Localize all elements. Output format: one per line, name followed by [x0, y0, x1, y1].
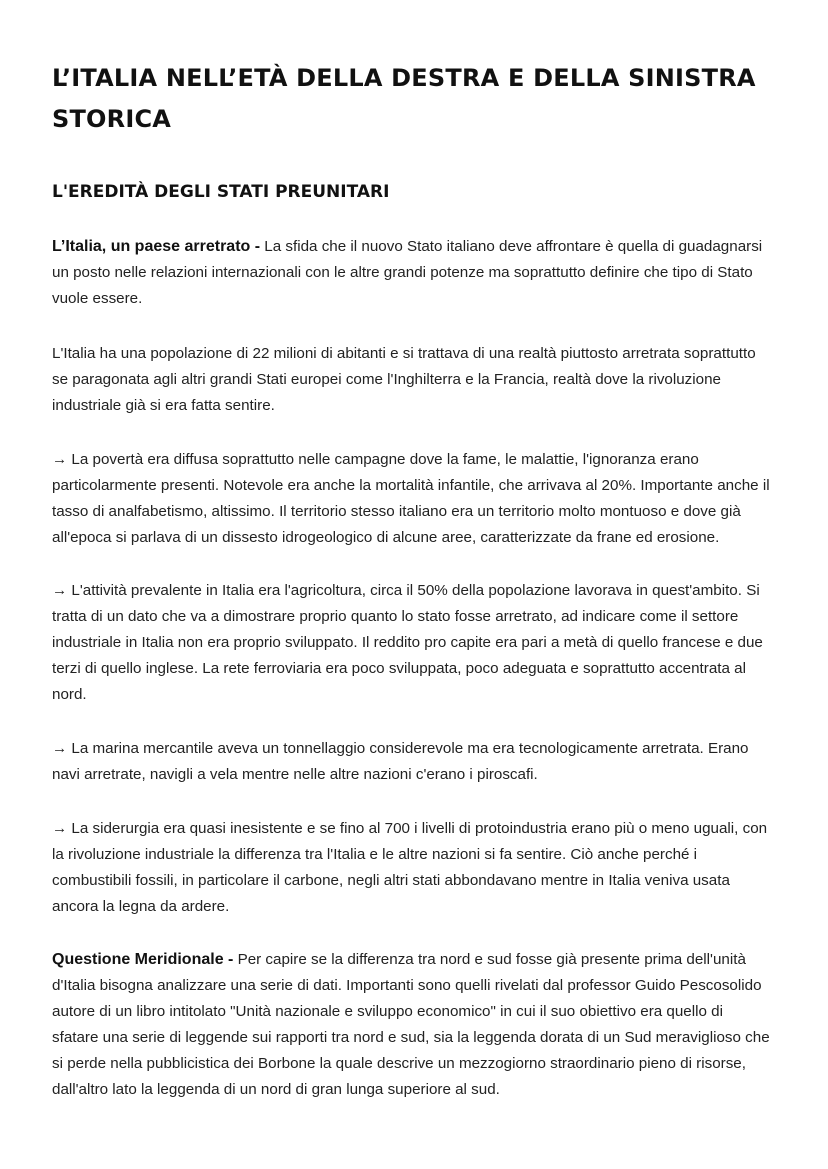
paragraph-text: La sfida che il nuovo Stato italiano deve affrontare è quella di guadagnarsi un posto nelle relazioni internazionali con le altre grandi potenze ma soprattutto definire che tipo di Stato vuole essere. — [52, 238, 763, 307]
paragraph-text: L'Italia ha una popolazione di 22 milioni di abitanti e si trattava di una realtà piuttosto arretrata soprattutto se paragonata agli altri grandi Stati europei come l'Inghilterra e la Francia, realtà dove la rivoluzione industriale già si era fatta sentire. — [52, 345, 756, 414]
page-title: L’ITALIA NELL’ETÀ DELLA DESTRA E DELLA SINISTRA STORICA — [52, 64, 756, 133]
paragraph-text: Per capire se la differenza tra nord e sud fosse già presente prima dell'unità d'Italia bisogna analizzare una serie di dati. Importanti sono quelli rivelati dal professor Guido Pescosolido autore di un libro intitolato "Unità nazionale e sviluppo economico" in cui il suo obiettivo era quello di sfatare una serie di leggende sui rapporti tra nord e sud, sia la leggenda dorata di un Sud meraviglioso che si perde nella pubblicistica dei Borbone la quale descrive un mezzogiorno straordinario pieno di risorse, dall'altro lato la leggenda di un nord di gran lunga superiore al sud. — [52, 951, 770, 1098]
paragraph-text: → La siderurgia era quasi inesistente e se fino al 700 i livelli di protoindustria erano più o meno uguali, con la rivoluzione industriale la differenza tra l'Italia e le altre nazioni si fa sentire. Ciò anche perché i combustibili fossili, in particolare il carbone, negli altri stati abbondavano mentre in Italia veniva usata ancora la legna da ardere. — [52, 820, 768, 915]
paragraph-questione-meridionale — [52, 947, 772, 1103]
section-heading: L'EREDITÀ DEGLI STATI PREUNITARI — [52, 182, 390, 202]
paragraph-poverta — [52, 447, 772, 551]
paragraph-text: → La marina mercantile aveva un tonnellaggio considerevole ma era tecnologicamente arretrata. Erano navi arretrate, navigli a vela mentre nelle altre nazioni c'erano i piroscafi. — [52, 740, 749, 783]
paragraph-text: → La povertà era diffusa soprattutto nelle campagne dove la fame, le malattie, l'ignoranza erano particolarmente presenti. Notevole era anche la mortalità infantile, che arrivava al 20%. Importante anche il tasso di analfabetismo, altissimo. Il territorio stesso italiano era un territorio molto montuoso e dove già all'epoca si parlava di un dissesto idrogeologico di alcune aree, caratterizzate da frane ed erosione. — [52, 451, 770, 546]
paragraph-text: → L'attività prevalente in Italia era l'agricoltura, circa il 50% della popolazione lavorava in quest'ambito. Si tratta di un dato che va a dimostrare proprio quanto lo stato fosse arretrato, ad indicare come il settore industriale in Italia non era proprio sviluppato. Il reddito pro capite era pari a metà di quello francese e due terzi di quello inglese. La rete ferroviaria era poco sviluppata, poco adeguata e soprattutto accentrata al nord. — [52, 582, 763, 703]
paragraph-marina-mercantile — [52, 736, 772, 788]
paragraph-lead: L’Italia, un paese arretrato - — [52, 238, 261, 255]
paragraph-italia-arretrata — [52, 234, 772, 312]
paragraph-siderurgia — [52, 816, 772, 920]
paragraph-lead: Questione Meridionale - — [52, 951, 234, 968]
paragraph-agricoltura — [52, 578, 772, 708]
paragraph-popolazione — [52, 341, 772, 419]
